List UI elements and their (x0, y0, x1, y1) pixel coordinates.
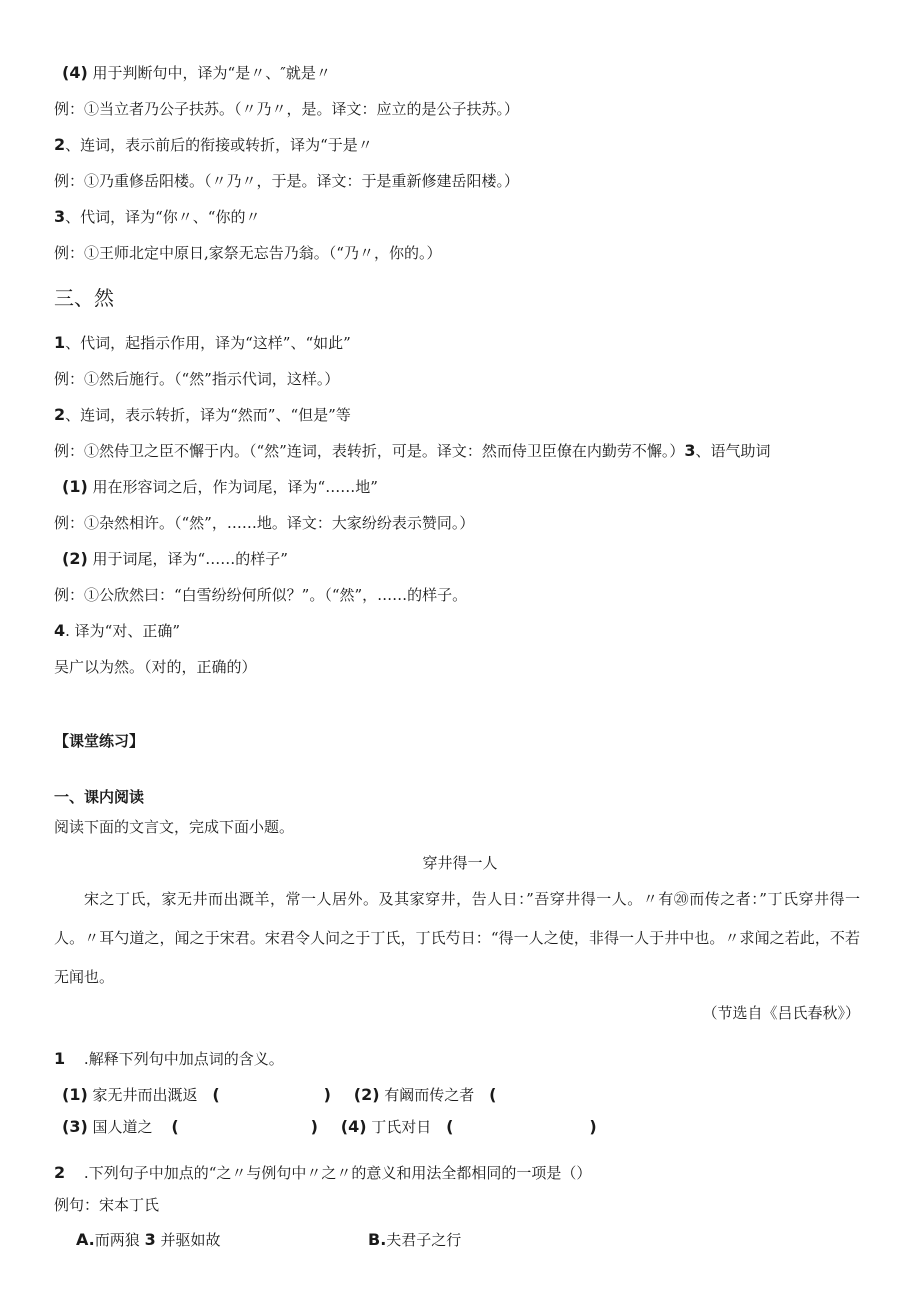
sub-question-text: 国人道之 (92, 1118, 153, 1136)
answer-paren-open: ( (171, 1117, 179, 1136)
item-number: (4) (62, 63, 88, 82)
item-text: 用在形容词之后，作为词尾，译为“……地” (92, 478, 378, 496)
example-line: 例：①然后施行。（“然”指示代词，这样。） (54, 370, 340, 388)
point-1-heading (54, 332, 351, 354)
item-number: (1) (62, 477, 88, 496)
question-number: 1 (54, 1049, 66, 1068)
point-3-heading (54, 206, 260, 228)
example-line: 例：①杂然相许。（“然”，……地。译文：大家纷纷表示赞同。） (54, 514, 475, 532)
example-line: 例：①公欣然曰：“白雪纷纷何所似？”。（“然”，……的样子。 (54, 586, 468, 604)
example-line: 吴广以为然。（对的，正确的） (54, 658, 257, 676)
option-number: 3 (144, 1230, 156, 1249)
question-1 (54, 1048, 284, 1070)
part-1-heading: 一、课内阅读 (54, 788, 145, 806)
sub-question-number: (4) (340, 1117, 367, 1136)
option-text: 夫君子之行 (386, 1231, 462, 1249)
instruction: 阅读下面的文言文，完成下面小题。 (54, 818, 295, 836)
point-number: 2 (54, 135, 66, 154)
option-b[interactable] (368, 1229, 461, 1251)
point-number: 4 (54, 621, 66, 640)
option-label: B. (368, 1230, 387, 1249)
point-text: 、连词，表示前后的衔接或转折，译为“于是〃 (65, 136, 373, 154)
question-text: .解释下列句中加点词的含义。 (83, 1050, 284, 1068)
sub-question-number: (2) (353, 1085, 380, 1104)
answer-paren-close: ) (310, 1117, 318, 1136)
option-text: 并驱如故 (160, 1231, 221, 1249)
example-line-with-point-3 (54, 440, 771, 462)
q1-row-2 (62, 1116, 597, 1138)
point-text: . 译为“对、正确” (65, 622, 181, 640)
answer-paren-open: ( (489, 1085, 497, 1104)
sub-item-1-heading (62, 476, 378, 498)
example-text: 例：①然侍卫之臣不懈于内。（“然”连词，表转折，可是。译文：然而侍卫臣僚在内勤劳不懈。） (54, 442, 685, 460)
point-text: 、代词，起指示作用，译为“这样”、“如此” (65, 334, 351, 352)
point-text: 、连词，表示转折，译为“然而”、“但是”等 (65, 406, 351, 424)
point-2-heading (54, 404, 351, 426)
sub-question-number: (3) (62, 1117, 88, 1136)
option-text: 而两狼 (94, 1231, 140, 1249)
point-4-heading (54, 620, 180, 642)
sub-question-text: 有阚而传之者 (384, 1086, 475, 1104)
passage-title: 穿井得一人 (422, 854, 498, 872)
answer-paren-open: ( (212, 1085, 220, 1104)
sub-question-text: 家无井而出溉返 (92, 1086, 198, 1104)
example-line: 例：①乃重修岳阳楼。（〃乃〃，于是。译文：于是重新修建岳阳楼。） (54, 172, 520, 190)
passage-source: （节选自《吕氏春秋》） (702, 1004, 860, 1022)
answer-paren-open: ( (446, 1117, 454, 1136)
point-2-heading (54, 134, 373, 156)
example-line: 例：①当立者乃公子扶苏。（〃乃〃，是。译文：应立的是公子扶苏。） (54, 100, 520, 118)
question-2-example: 例句：宋本丁氏 (54, 1196, 160, 1214)
answer-paren-close: ) (323, 1085, 331, 1104)
answer-paren-close: ) (589, 1117, 597, 1136)
option-label: A. (76, 1230, 95, 1249)
passage-text: 宋之丁氏，家无井而出溉羊，常一人居外。及其家穿井，告人日：”吾穿井得一人。〃有⑳而传之者：”丁氏穿井得一人。〃耳勺道之，闻之于宋君。宋君令人问之于丁氏，丁氏芍日：“得一人之使，非得一人于井中也。〃求闻之若此，不若无闻也。 (54, 890, 860, 986)
point-number: 3 (684, 441, 696, 460)
point-text: 、语气助词 (695, 442, 771, 460)
point-number: 3 (54, 207, 66, 226)
item-4-heading (62, 62, 331, 84)
sub-question-number: (1) (62, 1085, 88, 1104)
point-number: 2 (54, 405, 66, 424)
sub-question-text: 丁氏对日 (371, 1118, 432, 1136)
question-2 (54, 1162, 591, 1184)
q1-row-1 (62, 1084, 496, 1106)
sub-item-2-heading (62, 548, 288, 570)
practice-header: 【课堂练习】 (54, 732, 145, 750)
item-text: 用于词尾，译为“……的样子” (92, 550, 288, 568)
option-a[interactable] (76, 1229, 221, 1251)
point-number: 1 (54, 333, 66, 352)
section-title: 三、然 (54, 286, 114, 310)
item-number: (2) (62, 549, 88, 568)
point-text: 、代词，译为“你〃、“你的〃 (65, 208, 261, 226)
item-text: 用于判断句中，译为“是〃、″就是〃 (92, 64, 331, 82)
example-line: 例：①王师北定中原日,家祭无忘告乃翁。（“乃〃，你的。） (54, 244, 442, 262)
question-text: .下列句子中加点的“之〃与例句中〃之〃的意义和用法全都相同的一项是（） (83, 1164, 592, 1182)
question-number: 2 (54, 1163, 66, 1182)
